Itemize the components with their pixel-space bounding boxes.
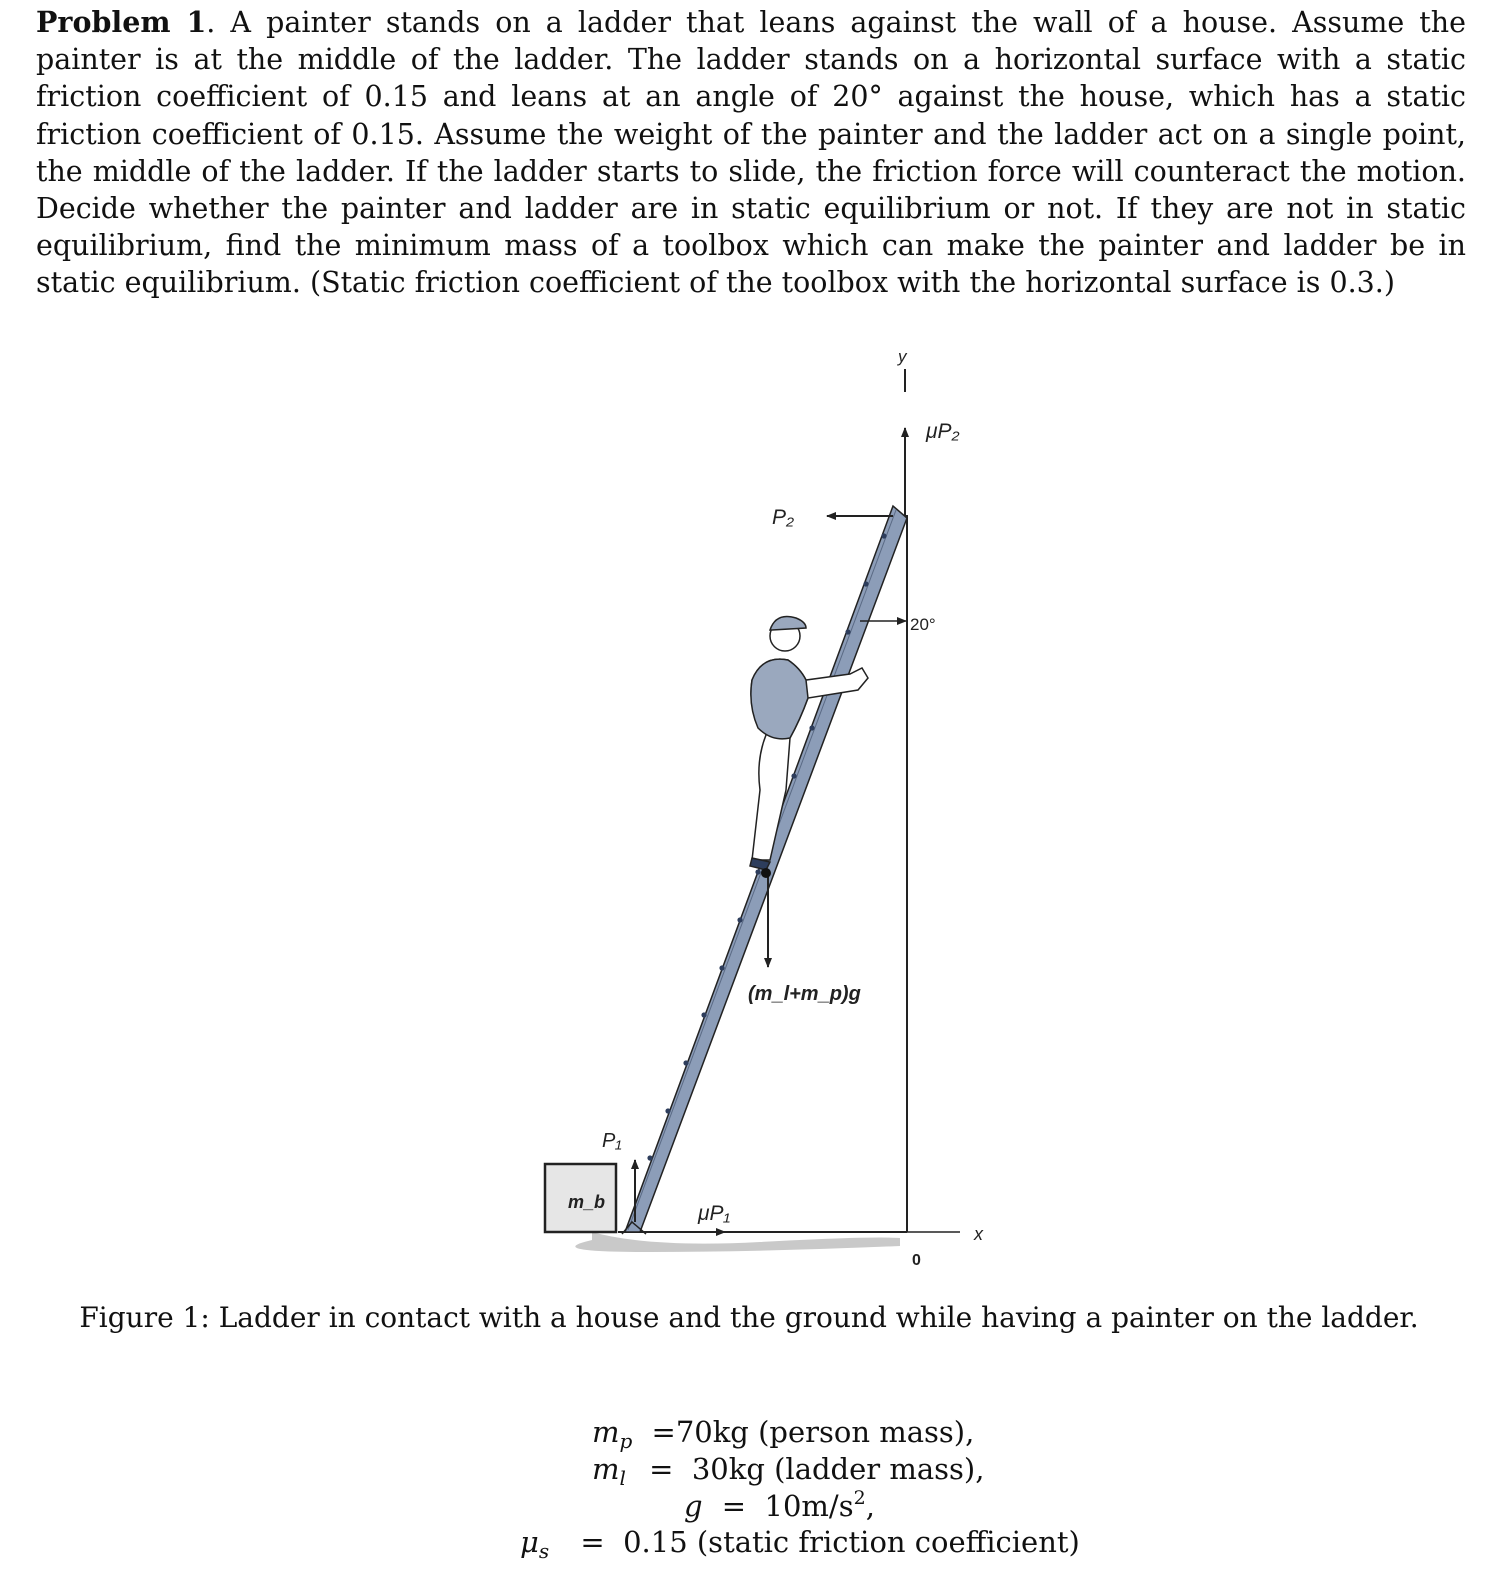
equation-person-mass	[592, 1415, 974, 1453]
weight-label: (m_l+m_p)g	[748, 983, 861, 1005]
center-of-mass	[761, 868, 771, 878]
ground-surface	[575, 1232, 900, 1252]
ground-friction-label: μP₁	[698, 1202, 731, 1225]
eq-superscript: 2	[853, 1487, 866, 1509]
eq-rhs: = 30kg (ladder mass),	[649, 1452, 985, 1486]
eq-rhs: = 0.15 (static friction coefficient)	[580, 1525, 1080, 1559]
eq-symbol: m	[592, 1415, 620, 1449]
eq-subscript: l	[619, 1466, 626, 1490]
eq-symbol: μ	[520, 1525, 539, 1559]
eq-subscript: p	[619, 1429, 633, 1453]
origin-label: 0	[912, 1252, 921, 1269]
y-axis-label: y	[898, 347, 907, 366]
equation-gravity	[684, 1487, 875, 1523]
eq-rhs: = 10m/s	[721, 1489, 854, 1523]
eq-tail: ,	[865, 1489, 875, 1523]
wall-friction-label: μP₂	[926, 420, 960, 443]
angle-label: 20°	[910, 615, 936, 634]
x-axis-label: x	[974, 1224, 983, 1244]
wall-normal-label: P₂	[772, 506, 795, 529]
problem-label: Problem 1	[36, 5, 207, 39]
eq-subscript: s	[538, 1539, 550, 1563]
box-label: m_b	[568, 1192, 606, 1212]
problem-text: . A painter stands on a ladder that leans against the wall of a house. Assume the painter is at the middle of the ladder. The ladder stands on a horizontal surface with a static friction coefficient of 0.15 and leans at an angle of 20° against the house, which has a static friction coefficient of 0.15. Assume the weight of the painter and the ladder act on a single point, the middle of the ladder. If the ladder starts to slide, the friction force will counteract the motion. Decide whether the painter and ladder are in static equilibrium or not. If they are not in static equilibrium, find the minimum mass of a toolbox which can make the painter and ladder be in static equilibrium. (Static friction coefficient of the toolbox with the horizontal surface is 0.3.)	[36, 6, 1466, 300]
eq-symbol: g	[684, 1489, 703, 1523]
ground-normal-label: P₁	[602, 1130, 622, 1152]
eq-rhs: =70kg (person mass),	[651, 1415, 975, 1449]
equation-friction-coefficient	[520, 1525, 1080, 1563]
equation-ladder-mass	[592, 1452, 984, 1490]
figure-caption: Figure 1: Ladder in contact with a house and the ground while having a painter on the ladder.	[79, 1301, 1419, 1334]
eq-symbol: m	[592, 1452, 620, 1486]
